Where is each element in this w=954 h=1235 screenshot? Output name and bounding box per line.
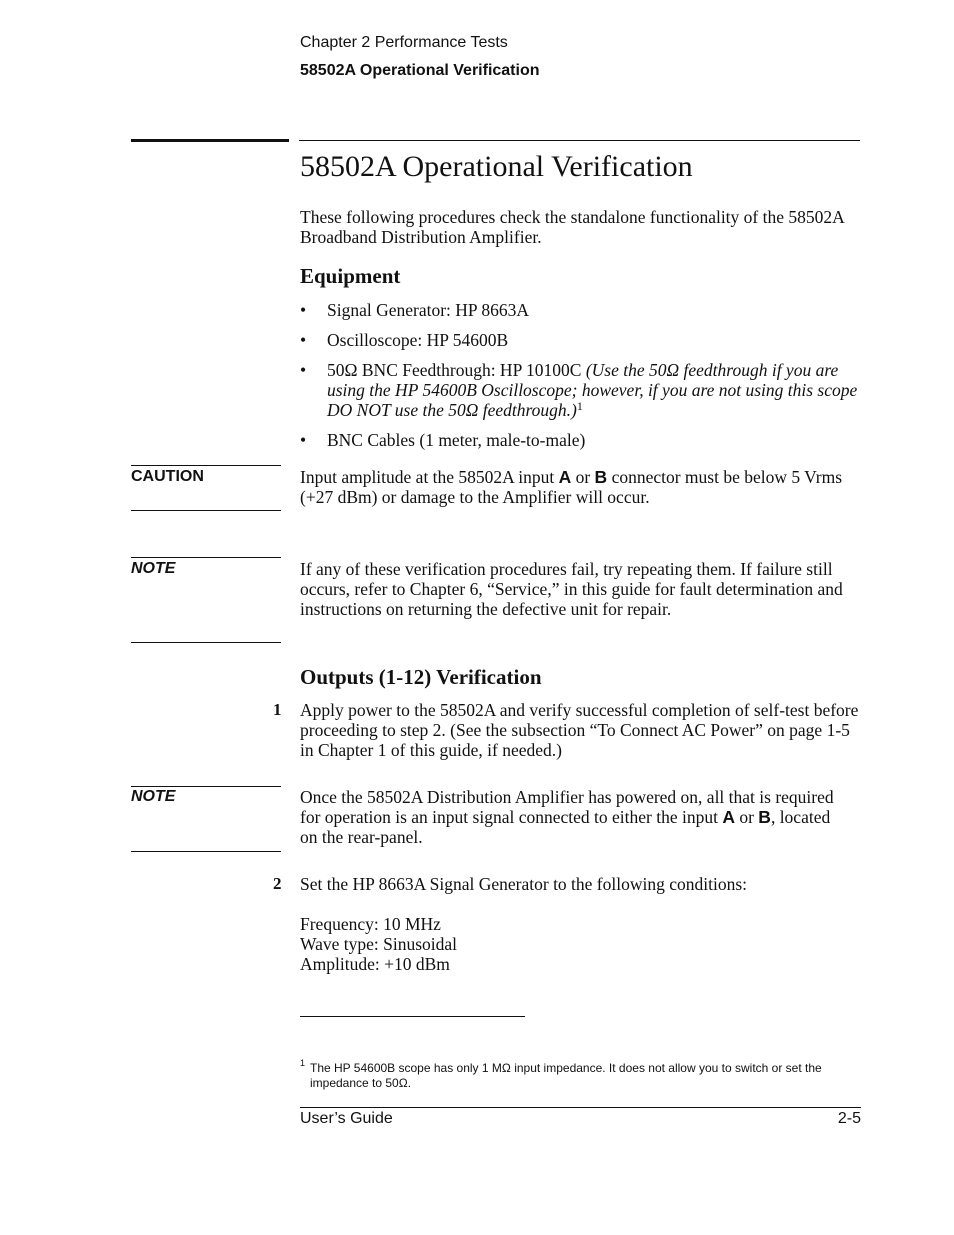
note-text: If any of these verification procedures fail, try repeating them. If failure still occurs, refer to Chapter 6, “Service,” in this guide for fault determination and instructions on returning the defective unit for repair. (300, 559, 843, 619)
title-rule-right (299, 140, 860, 141)
note-label: NOTE (131, 560, 176, 577)
footnote-ref[interactable]: 1 (576, 399, 583, 413)
page-title: 58502A Operational Verification (300, 150, 693, 183)
footer-rule (300, 1107, 861, 1108)
footnote-rule (300, 1016, 525, 1017)
condition-wave-type: Wave type: Sinusoidal (300, 934, 458, 954)
note-rule-bottom (131, 851, 281, 852)
footer-guide-name: User’s Guide (300, 1110, 393, 1127)
condition-amplitude: Amplitude: +10 dBm (300, 954, 450, 974)
step-number: 1 (273, 700, 282, 719)
note-rule-top (131, 557, 281, 558)
caution-rule-bottom (131, 510, 281, 511)
step-text: Set the HP 8663A Signal Generator to the following conditions: (300, 874, 748, 894)
note-rule-bottom (131, 642, 281, 643)
footnote-text: The HP 54600B scope has only 1 MΩ input impedance. It does not allow you to switch or set the impedance to 50Ω. (310, 1061, 822, 1090)
page-number: 2-5 (837, 1110, 861, 1127)
running-header-section: 58502A Operational Verification (300, 62, 540, 79)
caution-label: CAUTION (131, 468, 204, 485)
step-text: Apply power to the 58502A and verify successful completion of self-test before proceeding to step 2. (See the subsection “To Connect AC Power” on page 1-5 in Chapter 1 of this guide, if needed.) (300, 700, 859, 760)
note-text: Once the 58502A Distribution Amplifier has powered on, all that is required for operation is an input signal connected to either the input A or B, located on the rear-panel. (300, 787, 834, 847)
note-label: NOTE (131, 788, 176, 805)
equipment-heading: Equipment (300, 264, 401, 288)
footnote-number: 1 (300, 1058, 306, 1068)
outputs-heading: Outputs (1-12) Verification (300, 665, 542, 689)
condition-frequency: Frequency: 10 MHz (300, 914, 441, 934)
caution-text: Input amplitude at the 58502A input A or B connector must be below 5 Vrms (+27 dBm) or damage to the Amplifier will occur. (300, 467, 843, 507)
step-number: 2 (273, 874, 282, 893)
intro-paragraph: These following procedures check the standalone functionality of the 58502A Broadband Distribution Amplifier. (300, 207, 844, 247)
caution-rule-top (131, 465, 281, 466)
title-rule-left (131, 139, 289, 142)
note-rule-top (131, 786, 281, 787)
running-header-chapter: Chapter 2 Performance Tests (300, 34, 508, 51)
